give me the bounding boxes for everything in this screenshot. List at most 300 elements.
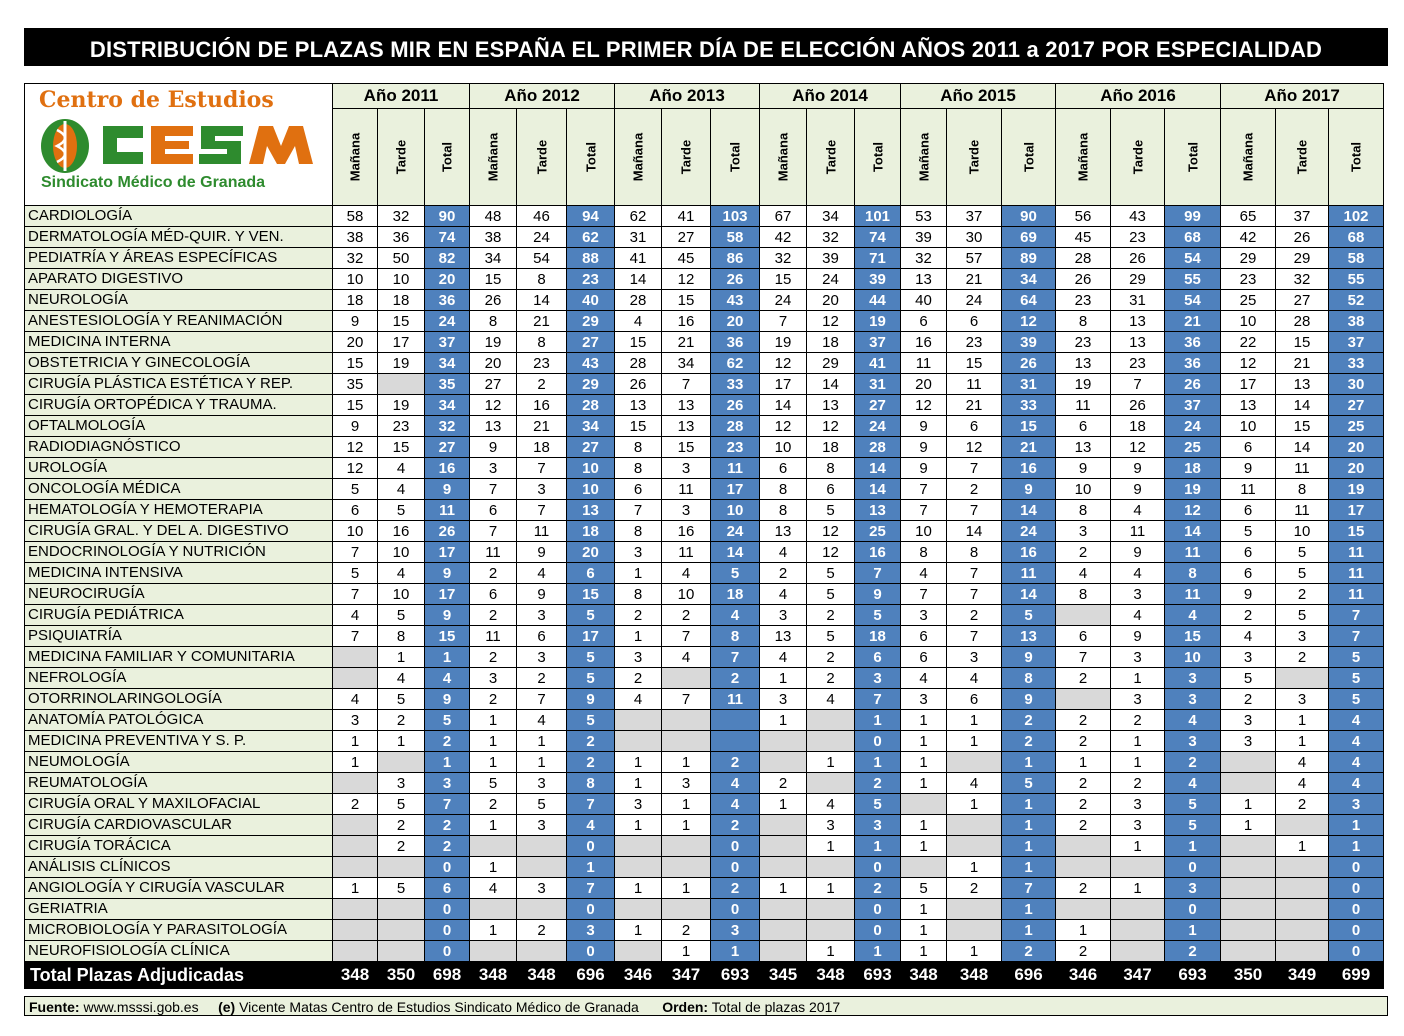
total-cell: 20 (1329, 437, 1384, 458)
value-cell (615, 731, 662, 752)
total-cell: 1 (711, 941, 760, 962)
value-cell: 9 (1221, 584, 1276, 605)
value-cell: 45 (662, 248, 711, 269)
footer-source-label: Fuente: (29, 999, 80, 1015)
total-cell: 9 (1002, 689, 1056, 710)
total-cell: 1 (1002, 857, 1056, 878)
value-cell: 1 (807, 836, 855, 857)
value-cell (760, 941, 807, 962)
value-cell: 41 (615, 248, 662, 269)
value-cell: 2 (947, 605, 1002, 626)
value-cell: 48 (470, 206, 517, 227)
total-cell: 34 (425, 395, 470, 416)
value-cell: 1 (378, 731, 425, 752)
value-cell: 3 (662, 458, 711, 479)
value-cell: 58 (333, 206, 378, 227)
total-cell: 0 (425, 920, 470, 941)
value-cell (807, 857, 855, 878)
plazas-table (24, 83, 1384, 989)
total-cell: 4 (1329, 773, 1384, 794)
total-cell: 13 (567, 500, 615, 521)
total-cell: 25 (1329, 416, 1384, 437)
value-cell: 3 (1276, 626, 1329, 647)
value-cell: 13 (1056, 353, 1111, 374)
specialty-name: OFTALMOLOGÍA (25, 416, 333, 437)
value-cell: 23 (1221, 269, 1276, 290)
value-cell: 23 (1056, 290, 1111, 311)
value-cell: 11 (517, 521, 567, 542)
table-row (25, 647, 1384, 668)
specialty-name: MEDICINA PREVENTIVA Y S. P. (25, 731, 333, 752)
value-cell: 2 (947, 878, 1002, 899)
grand-total-cell: 693 (855, 962, 901, 989)
value-cell: 8 (615, 584, 662, 605)
total-cell: 7 (855, 563, 901, 584)
total-cell: 33 (1002, 395, 1056, 416)
value-cell: 2 (1056, 773, 1111, 794)
total-cell: 14 (855, 479, 901, 500)
total-cell: 15 (1329, 521, 1384, 542)
value-cell: 23 (1056, 332, 1111, 353)
total-cell: 16 (1002, 542, 1056, 563)
value-cell: 2 (760, 773, 807, 794)
total-cell: 4 (1329, 710, 1384, 731)
total-cell: 17 (567, 626, 615, 647)
value-cell: 27 (1276, 290, 1329, 311)
specialty-name: CIRUGÍA PEDIÁTRICA (25, 605, 333, 626)
footer (24, 996, 1388, 1016)
value-cell: 19 (760, 332, 807, 353)
total-cell: 18 (1165, 458, 1221, 479)
total-cell: 1 (855, 752, 901, 773)
value-cell: 9 (333, 311, 378, 332)
sub-header (1221, 109, 1276, 206)
value-cell: 11 (662, 479, 711, 500)
value-cell: 1 (1056, 752, 1111, 773)
value-cell: 32 (901, 248, 947, 269)
value-cell: 5 (378, 500, 425, 521)
sub-header-label: Mañana (485, 132, 501, 182)
value-cell: 1 (901, 920, 947, 941)
value-cell: 9 (901, 437, 947, 458)
total-cell: 6 (425, 878, 470, 899)
total-cell: 10 (567, 458, 615, 479)
value-cell: 4 (1056, 563, 1111, 584)
total-cell: 11 (1329, 563, 1384, 584)
value-cell: 17 (1221, 374, 1276, 395)
total-cell: 2 (711, 815, 760, 836)
value-cell: 2 (517, 920, 567, 941)
total-cell: 0 (711, 899, 760, 920)
value-cell: 2 (1056, 542, 1111, 563)
value-cell: 4 (1221, 626, 1276, 647)
total-cell: 37 (425, 332, 470, 353)
sub-header-label: Mañana (1240, 132, 1256, 182)
value-cell: 15 (662, 437, 711, 458)
value-cell (517, 899, 567, 920)
value-cell: 15 (662, 290, 711, 311)
table-row (25, 794, 1384, 815)
value-cell: 15 (1276, 332, 1329, 353)
value-cell: 16 (662, 521, 711, 542)
value-cell: 28 (1056, 248, 1111, 269)
value-cell: 22 (1221, 332, 1276, 353)
value-cell: 6 (901, 311, 947, 332)
value-cell: 4 (807, 794, 855, 815)
total-cell: 15 (1165, 626, 1221, 647)
total-cell: 0 (1165, 899, 1221, 920)
value-cell: 28 (615, 353, 662, 374)
value-cell: 9 (517, 542, 567, 563)
value-cell: 6 (1221, 542, 1276, 563)
value-cell (378, 857, 425, 878)
value-cell: 7 (662, 626, 711, 647)
total-cell: 0 (425, 941, 470, 962)
value-cell (333, 815, 378, 836)
totals-row (25, 962, 1384, 989)
value-cell: 1 (517, 752, 567, 773)
table-row (25, 437, 1384, 458)
value-cell: 8 (760, 500, 807, 521)
value-cell: 21 (947, 269, 1002, 290)
value-cell: 24 (807, 269, 855, 290)
value-cell (760, 920, 807, 941)
total-cell: 2 (1002, 731, 1056, 752)
sub-header (615, 109, 662, 206)
grand-total-cell: 698 (425, 962, 470, 989)
value-cell: 6 (901, 626, 947, 647)
value-cell: 15 (333, 395, 378, 416)
value-cell: 13 (760, 521, 807, 542)
year-header: Año 2014 (760, 84, 901, 109)
value-cell: 24 (517, 227, 567, 248)
value-cell: 4 (615, 311, 662, 332)
value-cell: 7 (333, 542, 378, 563)
specialty-name: ANESTESIOLOGÍA Y REANIMACIÓN (25, 311, 333, 332)
value-cell: 7 (947, 584, 1002, 605)
value-cell: 6 (517, 626, 567, 647)
footer-credit-text: Vicente Matas Centro de Estudios Sindicato Médico de Granada (239, 999, 639, 1015)
value-cell: 2 (1056, 878, 1111, 899)
value-cell: 4 (1276, 773, 1329, 794)
sub-header (1276, 109, 1329, 206)
table-row (25, 332, 1384, 353)
value-cell: 7 (760, 311, 807, 332)
value-cell: 14 (807, 374, 855, 395)
specialty-name: NEUMOLOGÍA (25, 752, 333, 773)
value-cell: 41 (662, 206, 711, 227)
value-cell: 9 (1111, 458, 1165, 479)
table-row (25, 752, 1384, 773)
total-cell: 19 (1165, 479, 1221, 500)
total-cell: 12 (1002, 311, 1056, 332)
value-cell: 18 (807, 332, 855, 353)
value-cell: 5 (378, 794, 425, 815)
sub-header (333, 109, 378, 206)
value-cell: 8 (1056, 500, 1111, 521)
total-cell: 4 (1329, 731, 1384, 752)
year-header: Año 2012 (470, 84, 615, 109)
sub-header (711, 109, 760, 206)
value-cell: 5 (807, 626, 855, 647)
value-cell: 19 (378, 353, 425, 374)
total-cell: 3 (567, 920, 615, 941)
table-row (25, 395, 1384, 416)
total-cell: 18 (855, 626, 901, 647)
value-cell: 17 (760, 374, 807, 395)
value-cell: 7 (1056, 647, 1111, 668)
value-cell: 4 (1111, 563, 1165, 584)
total-cell: 31 (855, 374, 901, 395)
value-cell: 1 (807, 878, 855, 899)
total-cell: 68 (1165, 227, 1221, 248)
total-cell: 10 (567, 479, 615, 500)
total-cell: 9 (1002, 647, 1056, 668)
value-cell: 12 (807, 416, 855, 437)
value-cell: 4 (662, 563, 711, 584)
total-cell: 5 (855, 794, 901, 815)
value-cell (901, 857, 947, 878)
total-cell: 0 (425, 899, 470, 920)
total-cell: 0 (1329, 920, 1384, 941)
value-cell: 10 (378, 542, 425, 563)
value-cell: 13 (662, 395, 711, 416)
total-cell: 3 (425, 773, 470, 794)
value-cell: 32 (807, 227, 855, 248)
value-cell: 1 (470, 752, 517, 773)
total-cell: 1 (1165, 920, 1221, 941)
value-cell: 9 (901, 458, 947, 479)
value-cell: 14 (615, 269, 662, 290)
total-cell: 2 (1002, 710, 1056, 731)
total-cell: 69 (1002, 227, 1056, 248)
value-cell: 5 (378, 605, 425, 626)
value-cell: 6 (333, 500, 378, 521)
total-cell: 44 (855, 290, 901, 311)
specialty-name: NEUROCIRUGÍA (25, 584, 333, 605)
value-cell (333, 857, 378, 878)
value-cell: 3 (517, 605, 567, 626)
total-cell: 19 (855, 311, 901, 332)
value-cell: 21 (662, 332, 711, 353)
value-cell: 29 (1111, 269, 1165, 290)
sub-header-label: Tarde (393, 139, 409, 175)
sub-header-label: Total (870, 141, 885, 173)
value-cell: 57 (947, 248, 1002, 269)
footer-source-url: www.msssi.gob.es (83, 999, 199, 1015)
year-header: Año 2017 (1221, 84, 1384, 109)
total-cell: 1 (855, 941, 901, 962)
value-cell: 3 (615, 542, 662, 563)
value-cell (1221, 752, 1276, 773)
total-cell: 0 (567, 836, 615, 857)
value-cell (807, 710, 855, 731)
total-cell: 16 (855, 542, 901, 563)
value-cell (807, 920, 855, 941)
grand-total-cell: 693 (711, 962, 760, 989)
value-cell: 10 (1276, 521, 1329, 542)
grand-total-cell: 345 (760, 962, 807, 989)
value-cell: 3 (1111, 584, 1165, 605)
value-cell: 20 (470, 353, 517, 374)
value-cell: 8 (615, 437, 662, 458)
value-cell: 7 (333, 584, 378, 605)
total-cell: 90 (1002, 206, 1056, 227)
value-cell: 14 (760, 395, 807, 416)
value-cell: 62 (615, 206, 662, 227)
value-cell (1276, 668, 1329, 689)
sub-header (855, 109, 901, 206)
value-cell: 2 (1056, 668, 1111, 689)
value-cell: 16 (901, 332, 947, 353)
value-cell: 8 (947, 542, 1002, 563)
total-cell (711, 710, 760, 731)
total-cell: 34 (1002, 269, 1056, 290)
value-cell: 2 (807, 668, 855, 689)
value-cell: 23 (378, 416, 425, 437)
table-row (25, 374, 1384, 395)
value-cell: 7 (1111, 374, 1165, 395)
total-cell: 26 (425, 521, 470, 542)
value-cell: 1 (615, 773, 662, 794)
value-cell: 1 (901, 731, 947, 752)
total-cell: 2 (1165, 941, 1221, 962)
value-cell: 37 (1276, 206, 1329, 227)
total-cell: 82 (425, 248, 470, 269)
total-cell: 30 (1329, 374, 1384, 395)
value-cell (470, 836, 517, 857)
year-header: Año 2016 (1056, 84, 1221, 109)
value-cell: 16 (517, 395, 567, 416)
table-row (25, 731, 1384, 752)
sub-header (1165, 109, 1221, 206)
total-cell: 36 (1165, 332, 1221, 353)
total-cell: 71 (855, 248, 901, 269)
value-cell: 1 (1056, 920, 1111, 941)
value-cell: 1 (1111, 731, 1165, 752)
value-cell: 5 (378, 689, 425, 710)
value-cell: 29 (1221, 248, 1276, 269)
value-cell: 10 (901, 521, 947, 542)
total-cell: 36 (711, 332, 760, 353)
value-cell: 39 (807, 248, 855, 269)
value-cell: 2 (1056, 815, 1111, 836)
total-cell: 23 (711, 437, 760, 458)
value-cell: 1 (470, 815, 517, 836)
total-cell: 1 (1002, 836, 1056, 857)
total-cell: 10 (711, 500, 760, 521)
specialty-name: MEDICINA FAMILIAR Y COMUNITARIA (25, 647, 333, 668)
total-cell: 0 (1329, 857, 1384, 878)
total-cell: 6 (567, 563, 615, 584)
value-cell: 4 (378, 479, 425, 500)
total-cell: 5 (567, 668, 615, 689)
value-cell: 2 (1276, 794, 1329, 815)
total-cell: 9 (425, 605, 470, 626)
total-cell: 20 (425, 269, 470, 290)
value-cell: 9 (1111, 626, 1165, 647)
total-cell: 2 (711, 752, 760, 773)
total-cell: 7 (711, 647, 760, 668)
specialty-name: PSIQUIATRÍA (25, 626, 333, 647)
value-cell: 1 (1221, 794, 1276, 815)
sub-header-label: Mañana (916, 132, 931, 182)
specialty-name: UROLOGÍA (25, 458, 333, 479)
value-cell: 6 (470, 584, 517, 605)
value-cell: 13 (1056, 437, 1111, 458)
total-cell: 25 (855, 521, 901, 542)
specialty-name: GERIATRIA (25, 899, 333, 920)
value-cell: 5 (901, 878, 947, 899)
value-cell: 26 (1056, 269, 1111, 290)
sub-header-label: Tarde (678, 139, 694, 175)
grand-total-cell: 696 (1002, 962, 1056, 989)
total-cell: 5 (1002, 773, 1056, 794)
value-cell: 12 (807, 542, 855, 563)
value-cell: 29 (807, 353, 855, 374)
total-cell: 7 (567, 878, 615, 899)
total-cell: 5 (1329, 689, 1384, 710)
value-cell: 1 (615, 878, 662, 899)
total-cell: 24 (711, 521, 760, 542)
value-cell: 14 (517, 290, 567, 311)
total-cell: 55 (1329, 269, 1384, 290)
value-cell: 7 (662, 374, 711, 395)
value-cell: 4 (947, 668, 1002, 689)
value-cell: 21 (517, 416, 567, 437)
value-cell: 1 (1111, 836, 1165, 857)
value-cell: 1 (615, 752, 662, 773)
logo (25, 84, 333, 206)
total-cell: 3 (855, 815, 901, 836)
specialty-name: ENDOCRINOLOGÍA Y NUTRICIÓN (25, 542, 333, 563)
value-cell: 13 (901, 269, 947, 290)
total-cell: 29 (567, 311, 615, 332)
value-cell: 2 (615, 605, 662, 626)
total-cell: 17 (1329, 500, 1384, 521)
value-cell (1221, 857, 1276, 878)
value-cell: 2 (1221, 605, 1276, 626)
value-cell: 2 (947, 479, 1002, 500)
total-cell: 37 (855, 332, 901, 353)
total-cell: 15 (425, 626, 470, 647)
sub-header-label: Mañana (775, 132, 791, 182)
total-cell: 12 (1165, 500, 1221, 521)
value-cell: 5 (470, 773, 517, 794)
value-cell: 31 (1111, 290, 1165, 311)
value-cell: 3 (901, 689, 947, 710)
value-cell: 32 (760, 248, 807, 269)
total-cell: 13 (855, 500, 901, 521)
value-cell: 4 (760, 542, 807, 563)
value-cell: 3 (760, 689, 807, 710)
value-cell: 27 (662, 227, 711, 248)
value-cell: 7 (470, 479, 517, 500)
value-cell: 3 (1221, 710, 1276, 731)
value-cell: 12 (333, 437, 378, 458)
total-cell: 74 (855, 227, 901, 248)
value-cell: 26 (1276, 227, 1329, 248)
value-cell: 3 (901, 605, 947, 626)
total-cell: 43 (711, 290, 760, 311)
total-cell: 0 (425, 857, 470, 878)
total-cell: 14 (1165, 521, 1221, 542)
value-cell: 1 (333, 752, 378, 773)
value-cell: 3 (1221, 647, 1276, 668)
total-cell: 54 (1165, 290, 1221, 311)
value-cell: 1 (901, 773, 947, 794)
value-cell: 12 (947, 437, 1002, 458)
